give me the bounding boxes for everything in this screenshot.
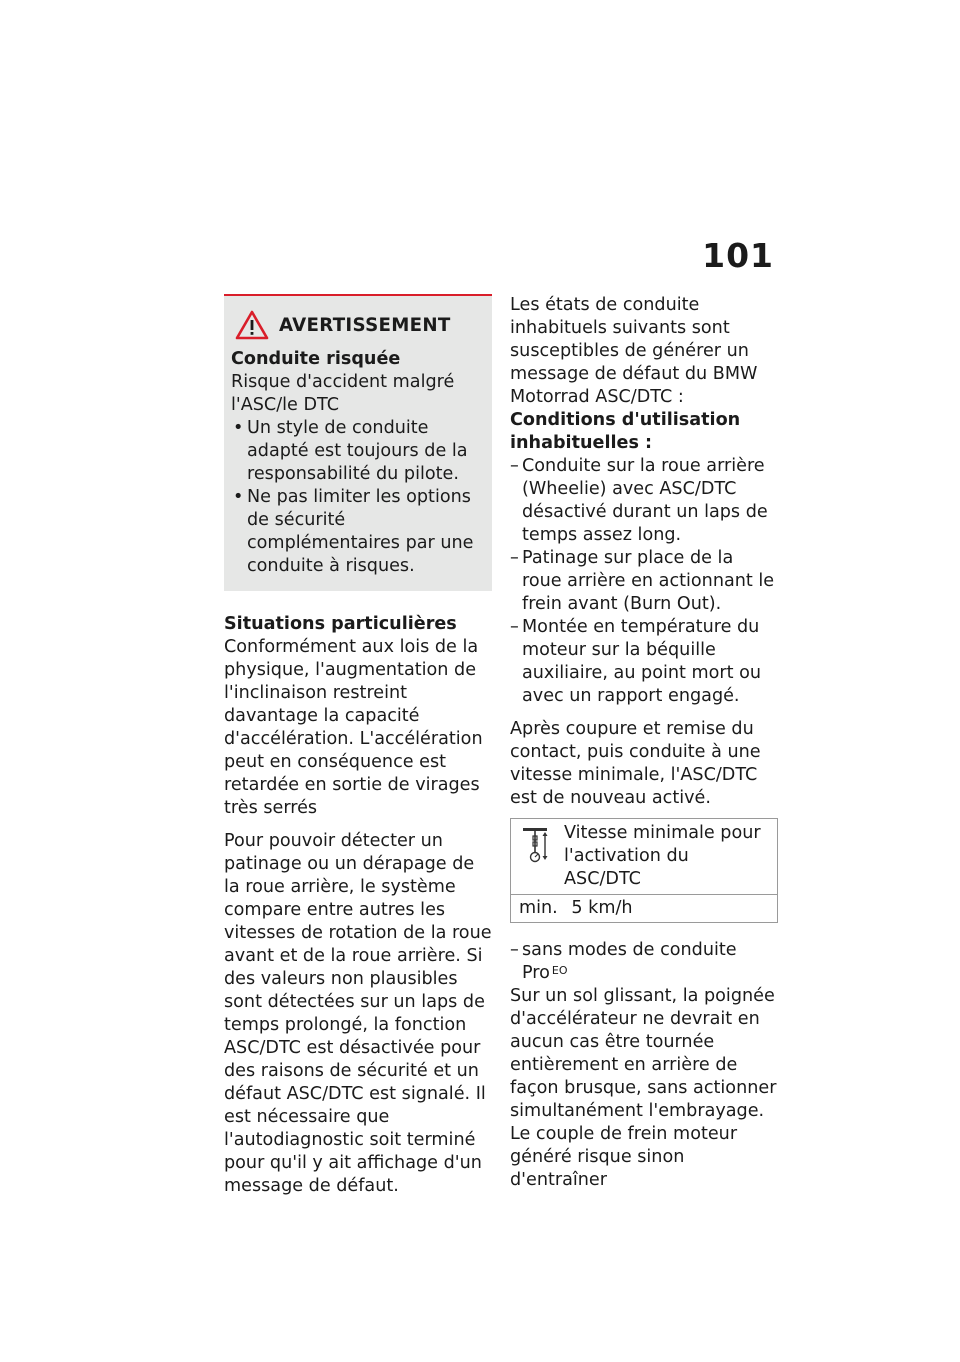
- modes-list: [510, 939, 778, 985]
- situations-paragraph-2: Pour pouvoir détecter un patinage ou un dérapage de la roue arrière, le système compare entre autres les vitesses de rotation de la roue avant et de la roue arrière. Si des valeurs non plausibles sont détectées sur un laps de temps prolongé, la fonction ASC/DTC est désactivée pour des raisons de sécurité et un défaut ASC/DTC est signalé. Il est nécessaire que l'autodiagnostic soit terminé pour qu'il y ait affichage d'un message de défaut.: [224, 831, 492, 1196]
- condition-item: – Conduite sur la roue arrière (Wheelie) avec ASC/DTC désactivé durant un laps de temps assez long.: [510, 455, 778, 547]
- warning-header: [231, 310, 484, 340]
- spec-qualifier: min.: [519, 898, 558, 918]
- situations-heading: Situations particulières: [224, 614, 457, 634]
- right-intro: Les états de conduite inhabituels suivants sont susceptibles de générer un message de défaut du BMW Motorrad ASC/DTC :: [510, 295, 758, 407]
- spec-table: [510, 818, 778, 923]
- spec-value-cell: [511, 895, 778, 923]
- spec-value: 5 km/h: [571, 898, 633, 918]
- warning-heading: Conduite risquée: [231, 349, 401, 369]
- warning-triangle-icon: [235, 310, 269, 340]
- after-cutoff-paragraph: Après coupure et remise du contact, puis conduite à une vitesse minimale, l'ASC/DTC est de nouveau activé.: [510, 719, 761, 808]
- condition-item: – Patinage sur place de la roue arrière en actionnant le frein avant (Burn Out).: [510, 547, 778, 616]
- speedometer-gauge-icon: [520, 825, 550, 865]
- page-number: 101: [702, 236, 774, 275]
- modes-item: [510, 939, 778, 985]
- conditions-list: [510, 455, 778, 708]
- warning-bullet-list: [231, 417, 484, 578]
- option-superscript: EO: [551, 964, 568, 977]
- warning-box: [224, 294, 492, 591]
- warning-bullet: • Un style de conduite adapté est toujours de la responsabilité du pilote.: [231, 417, 484, 486]
- left-column: [224, 294, 492, 1198]
- spec-label: Vitesse minimale pour l'activation du ASC/DTC: [564, 823, 761, 889]
- warning-bullet: • Ne pas limiter les options de sécurité complémentaires par une conduite à risques.: [231, 486, 484, 578]
- spec-value-row: [511, 895, 778, 923]
- warning-intro: Risque d'accident malgré l'ASC/le DTC: [231, 372, 455, 415]
- closing-paragraph: Sur un sol glissant, la poignée d'accélérateur ne devrait en aucun cas être tournée entièrement en arrière de façon brusque, sans actionner simultanément l'embrayage. Le couple de frein moteur généré risque sinon d'entraîner: [510, 986, 777, 1190]
- conditions-heading: Conditions d'utilisation inhabituelles :: [510, 410, 741, 453]
- warning-title: AVERTISSEMENT: [279, 314, 451, 336]
- situations-paragraph-1: Conformément aux lois de la physique, l'augmentation de l'inclinaison restreint davantage la capacité d'accélération. L'accélération peut en conséquence est retardée en sortie de virages très serrés: [224, 637, 483, 818]
- spec-header-row: [511, 819, 778, 895]
- right-column: [510, 294, 778, 1192]
- modes-text: sans modes de conduite Pro: [522, 940, 737, 983]
- condition-item: – Montée en température du moteur sur la béquille auxiliaire, au point mort ou avec un rapport engagé.: [510, 616, 778, 708]
- spec-header-cell: [511, 819, 778, 895]
